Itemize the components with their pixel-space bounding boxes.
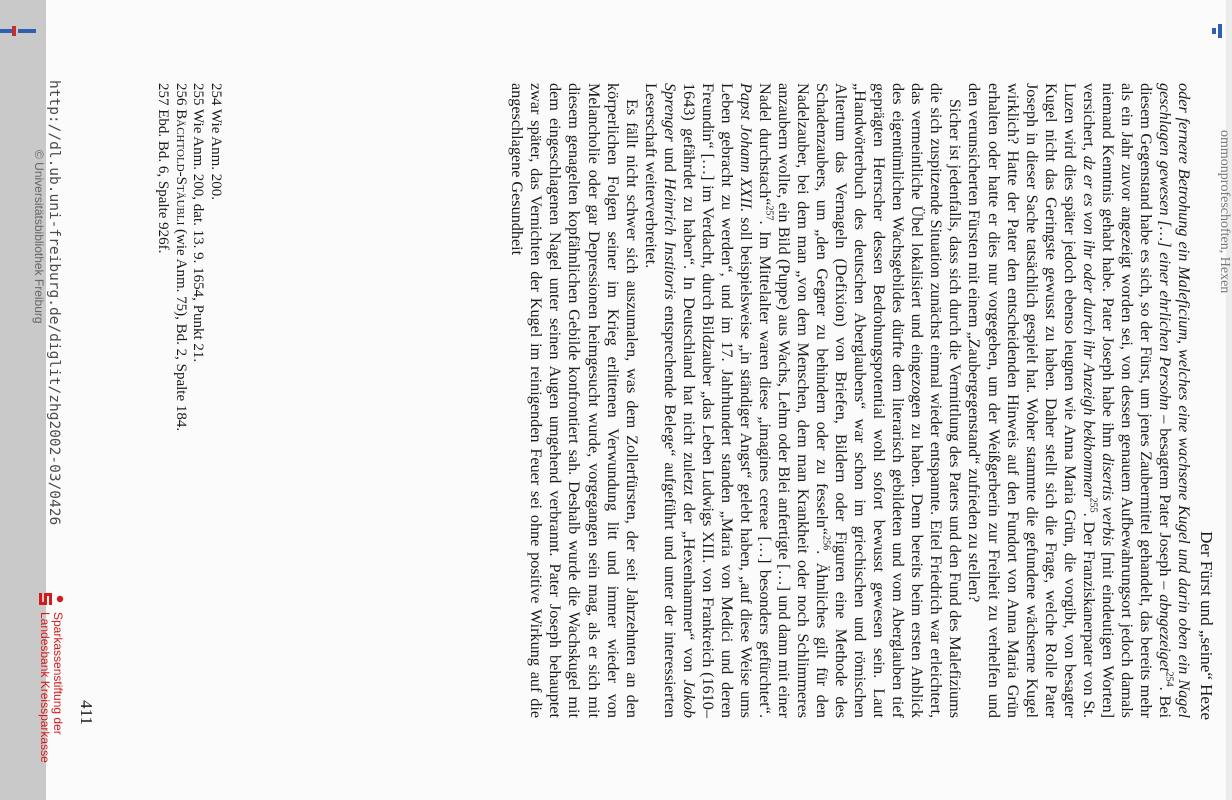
text-run: soll beispielsweise „in ständiger Angst“ gelebt haben, „auf diese Weise ums Leben gebracht zu werden“, und im 17. Jahrhundert standen „Maria von Medici und deren Freundin“ […] im Verdacht, durch Bildzauber „das Leben Ludwigs XIII. von Frankreich (1610–1643) gefährdet zu haben“. In Deutschland hat nicht zuletzt der „Hexenhammer“ von xyxy=(679,83,755,718)
name-italic: Jakob Sprenger xyxy=(660,83,698,718)
running-header: Der Fürst und „seine“ Hexe xyxy=(1197,531,1216,720)
sponsor-line-1: Sparkassenstiftung der xyxy=(51,612,65,735)
watermark-url-link[interactable]: http://dl.ub.uni-freiburg.de/diglit/zhg2002-03/0426 xyxy=(46,80,62,526)
footnote-255: 255 Wie Anm. 200, dat. 13. 9. 1654, Punkt 21. xyxy=(190,83,207,363)
text-run: (wie Anm. 75), Bd. 2, Spalte 184. xyxy=(173,225,189,432)
footnote-ref: 254 xyxy=(1163,671,1175,687)
name-italic: Papst Johann XXII. xyxy=(736,83,755,213)
rotated-page-content xyxy=(32,0,1232,800)
name-italic: Heinrich Institoris xyxy=(660,177,679,300)
footnote-256 xyxy=(172,83,190,718)
quote-italic: dz er es von ihr oder durch ihr Anzeigh bekhommen xyxy=(1079,155,1098,498)
quote-italic: abngezeiget xyxy=(1155,594,1174,672)
footnote-257: 257 Ebd. Bd. 6, Spalte 926f. xyxy=(155,83,172,254)
text-run: – besagtem Pater Joseph – xyxy=(1155,410,1174,595)
sponsor-line-2: Landesbank Kreissparkasse xyxy=(38,612,52,763)
paragraph-3: Es fällt nicht schwer sich auszumalen, was dem Zollerfürsten, der seit Jahrzehnten an den körperlichen Folgen seiner im Krieg erlittenen Verwundung litt und immer wieder von Melancholie oder gar Depressionen heimgesucht wurde, vorgegangen sein mag, als er sich mit diesem genagelten kopfähnlichen Gebilde konfrontiert sah. Deshalb wurde die Wachskugel mit dem eingeschlagenen Nagel unter seinen Augen umgehend verbrannt. Pater Joseph behauptet zwar später, das Vernichten der Kugel im reinigenden Feuer sei ohne positive Wirkung auf die angeschlagene Gesundheit xyxy=(508,83,641,718)
page-number: 411 xyxy=(77,700,96,725)
text-run: entsprechende Belege“ aufgeführt und unter der interessierten Leserschaft weiterverbreitet. xyxy=(641,83,679,719)
sparkasse-logo-icon xyxy=(38,590,64,608)
footnote-ref: 256 xyxy=(820,535,832,551)
text-run: und xyxy=(660,141,679,178)
footnote-ref: 257 xyxy=(763,205,775,221)
text-run: . Im Mittelalter waren diese „imagines cereae […] besonders gefürchtet“. xyxy=(755,220,774,718)
footnote-ref: 255 xyxy=(1087,497,1099,513)
sponsor-text xyxy=(38,612,64,763)
quote-italic: oder fernere Betrohung ein Maleficium, welches eine wachsene Kugel und darin oben ein Nagel geschlagen gewesen […] einer ehrlichen Persohn xyxy=(1155,83,1193,718)
watermark-institution: © Universitätsbibliothek Freiburg xyxy=(32,150,46,324)
previous-header-fragment: ommonprofeschoften, Hexen xyxy=(1217,130,1232,294)
quote-italic: disertis verbis xyxy=(1098,453,1117,547)
main-text xyxy=(507,83,1193,718)
footnotes xyxy=(154,83,224,718)
document-page xyxy=(32,0,1232,800)
text-run: Sicher ist jedenfalls, dass sich durch die Vermittlung des Paters und den Fund des Malefiziums die sich zuspitzende Situation zunächst einmal wieder entspannte. Eitel Friedrich war erleichtert, das vermeintliche Übel lokalisiert und eingezogen zu haben. Denn bereits beim ersten Anblick des eigentümlichen Wachsgebildes dürfte dem literarisch gebildeten und vom Aberglauben tief geprägten Herrscher dessen Bedrohungspotential wohl sofort bewusst gewesen sein. Laut „Handwörterbuch des deutschen Aberglaubens“ war schon im griechischen und römischen Altertum das Vernageln (Defixion) von Briefen, Bildern oder Figuren eine Methode des Schadenzaubers, um „den Gegner zu behindern oder zu fesseln“ xyxy=(813,83,965,718)
footnote-254: 254 Wie Anm. 200. xyxy=(208,83,224,201)
sponsor-logo-block xyxy=(26,590,66,800)
text-run: . Der Franziskanerpater von St. Luzen wird dies später jedoch ebenso leugnen wie Anna Maria Grün, die vorgibt, von besagter Kugel nicht das Geringste gewusst zu haben. Daher stellt sich die Frage, welche Rolle Pater Joseph in dieser Sache tatsächlich gespielt hat. Woher stammte die gefundene wächserne Kugel wirklich? Hatte der Pater den entscheidenden Hinweis auf den Fundort von Anna Maria Grün erhalten oder hatte er dies nur vorgegeben, um der Weißgerberin zur Freiheit zu verhelfen und den verunsicherten Fürsten mit einem „Zaubergegenstand“ zufrieden zu stellen? xyxy=(965,83,1098,718)
scan-color-mark-icon xyxy=(0,26,40,36)
author-smallcaps: Bächtold-Stäubli xyxy=(173,109,189,226)
text-run: . Ähnliches gilt für den Nadelzauber, bei dem man „von dem Menschen, dem man Krankheit oder noch Schlimmeres anzaubern wollte, ein Bild (Puppe) aus Wachs, Lehm oder Blei anfertigte […] und dann mit einer Nadel durchstach“ xyxy=(755,83,832,718)
text-run: [mit eindeutigen Worten] versichert, xyxy=(1079,83,1117,718)
text-run: 256 xyxy=(173,83,189,110)
paragraph-2 xyxy=(641,83,965,718)
text-run: . Bei diesem Gegenstand habe es sich, so der Fürst, um jenes Zaubermittel gehandelt, das bereits mehr als ein Jahr zuvor angezeigt worden sei, von dessen genauem Aufbewahrungsort jedoch damals niemand Kenntnis gehabt habe. Pater Joseph habe ihm xyxy=(1098,83,1174,718)
paragraph-1 xyxy=(964,83,1193,718)
